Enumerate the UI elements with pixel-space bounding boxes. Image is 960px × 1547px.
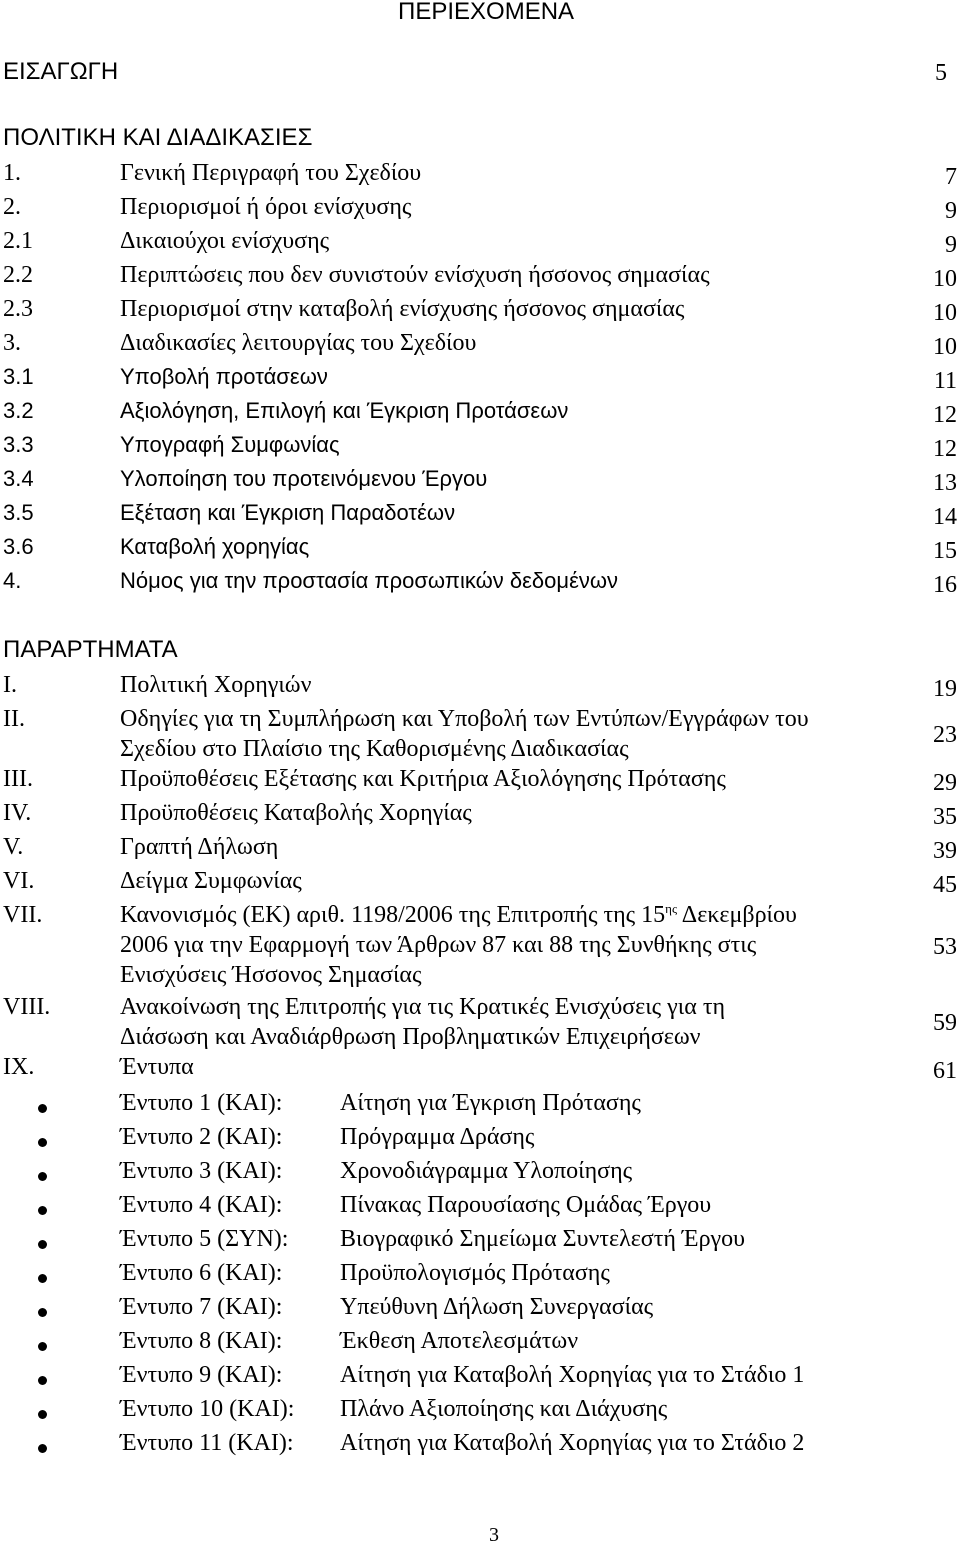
bullet-icon [38,1240,47,1249]
annex-item-number: III. [3,766,33,792]
policy-item-page: 9 [945,198,957,224]
annex-item-page: 59 [933,1010,957,1036]
bullet-icon [38,1376,47,1385]
form-description: Πλάνο Αξιοποίησης και Διάχυσης [340,1396,668,1422]
bullet-icon [38,1308,47,1317]
annex-item-line: Γραπτή Δήλωση [120,834,279,860]
bullet-icon [38,1206,47,1215]
policy-item-number: 3.4 [3,466,34,491]
annex-item-number: IX. [3,1054,35,1080]
bullet-icon [38,1138,47,1147]
policy-item-text: Περιορισμοί ή όροι ενίσχυσης [120,194,412,220]
annex-item-line: Προϋποθέσεις Εξέτασης και Κριτήρια Αξιολόγησης Πρότασης [120,766,726,792]
policy-item-text: Αξιολόγηση, Επιλογή και Έγκριση Προτάσεων [120,398,569,423]
form-description: Πίνακας Παρουσίασης Ομάδας Έργου [340,1192,712,1218]
annex-item-number: IV. [3,800,32,826]
policy-item-page: 16 [933,572,957,598]
policy-item-text: Διαδικασίες λειτουργίας του Σχεδίου [120,330,477,356]
policy-item-page: 13 [933,470,957,496]
annex-item-number: I. [3,672,17,698]
ordinal-superscript: ης [665,901,678,916]
annex-item-page: 29 [933,770,957,796]
bullet-icon [38,1172,47,1181]
annex-item-text: Δεκεμβρίου [677,902,797,928]
form-code: Έντυπο 3 (ΚΑΙ): [120,1158,283,1184]
form-code: Έντυπο 2 (ΚΑΙ): [120,1124,283,1150]
annex-item-page: 39 [933,838,957,864]
policy-item-number: 3. [3,330,21,356]
annex-item-page: 61 [933,1058,957,1084]
policy-item-number: 4. [3,568,22,593]
policy-item-text: Υπογραφή Συμφωνίας [120,432,340,457]
annex-item-line: Διάσωση και Αναδιάρθρωση Προβληματικών Επιχειρήσεων [120,1024,701,1050]
form-code: Έντυπο 9 (ΚΑΙ): [120,1362,283,1388]
policy-item-page: 10 [933,334,957,360]
form-description: Προϋπολογισμός Πρότασης [340,1260,610,1286]
annex-item-line: Δείγμα Συμφωνίας [120,868,302,894]
policy-item-number: 2.2 [3,262,33,288]
annex-item-page: 35 [933,804,957,830]
policy-item-number: 2.3 [3,296,33,322]
form-description: Αίτηση για Καταβολή Χορηγίας για το Στάδιο 2 [340,1430,805,1456]
policy-item-number: 2.1 [3,228,33,254]
annex-item-page: 23 [933,722,957,748]
policy-item-page: 10 [933,300,957,326]
form-description: Βιογραφικό Σημείωμα Συντελεστή Έργου [340,1226,746,1252]
annex-item-line: Έντυπα [120,1054,194,1080]
annex-item-number: VI. [3,868,35,894]
policy-item-page: 10 [933,266,957,292]
bullet-icon [38,1444,47,1453]
policy-item-page: 7 [945,164,957,190]
annex-item-page: 19 [933,676,957,702]
annex-item-line: 2006 για την Εφαρμογή των Άρθρων 87 και 88 της Συνθήκης στις [120,932,757,958]
annex-item-text: Κανονισμός (ΕΚ) αριθ. 1198/2006 της Επιτροπής της 15 [120,902,666,928]
annex-item-number: VIII. [3,994,51,1020]
bullet-icon [38,1410,47,1419]
page-number: 3 [489,1524,499,1546]
bullet-icon [38,1104,47,1113]
policy-item-text: Νόμος για την προστασία προσωπικών δεδομένων [120,568,619,593]
form-description: Πρόγραμμα Δράσης [340,1124,535,1150]
policy-item-text: Καταβολή χορηγίας [120,534,310,559]
form-code: Έντυπο 5 (ΣΥΝ): [120,1226,289,1252]
bullet-icon [38,1274,47,1283]
policy-item-page: 14 [933,504,957,530]
intro-label: ΕΙΣΑΓΩΓΗ [3,58,119,85]
form-description: Χρονοδιάγραμμα Υλοποίησης [340,1158,633,1184]
form-code: Έντυπο 8 (ΚΑΙ): [120,1328,283,1354]
form-description: Υπεύθυνη Δήλωση Συνεργασίας [340,1294,654,1320]
annex-item-line: Σχεδίου στο Πλαίσιο της Καθορισμένης Διαδικασίας [120,736,629,762]
annex-item-number: V. [3,834,24,860]
policy-item-page: 15 [933,538,957,564]
form-code: Έντυπο 7 (ΚΑΙ): [120,1294,283,1320]
form-code: Έντυπο 1 (ΚΑΙ): [120,1090,283,1116]
policy-item-number: 1. [3,160,21,186]
policy-item-text: Υποβολή προτάσεων [120,364,328,389]
annex-item-line: Ενισχύσεις Ήσσονος Σημασίας [120,962,422,988]
policy-item-number: 3.1 [3,364,34,389]
annex-item-line: Οδηγίες για τη Συμπλήρωση και Υποβολή των Εντύπων/Εγγράφων του [120,706,809,732]
policy-item-number: 2. [3,194,21,220]
policy-item-page: 9 [945,232,957,258]
annex-item-line: Προϋποθέσεις Καταβολής Χορηγίας [120,800,472,826]
policy-heading: ΠΟΛΙΤΙΚΗ ΚΑΙ ΔΙΑΔΙΚΑΣΙΕΣ [3,124,313,151]
policy-item-text: Περιπτώσεις που δεν συνιστούν ενίσχυση ήσσονος σημασίας [120,262,710,288]
form-code: Έντυπο 4 (ΚΑΙ): [120,1192,283,1218]
policy-item-page: 11 [933,368,957,394]
policy-item-number: 3.3 [3,432,34,457]
form-description: Αίτηση για Έγκριση Πρότασης [340,1090,641,1116]
form-code: Έντυπο 11 (ΚΑΙ): [120,1430,294,1456]
annex-item-line [120,902,797,929]
bullet-icon [38,1342,47,1351]
annex-item-page: 53 [933,934,957,960]
intro-page: 5 [935,60,947,86]
form-description: Αίτηση για Καταβολή Χορηγίας για το Στάδιο 1 [340,1362,805,1388]
form-code: Έντυπο 6 (ΚΑΙ): [120,1260,283,1286]
policy-item-text: Εξέταση και Έγκριση Παραδοτέων [120,500,456,525]
annex-item-line: Ανακοίνωση της Επιτροπής για τις Κρατικές Ενισχύσεις για τη [120,994,726,1020]
policy-item-page: 12 [933,402,957,428]
policy-item-text: Υλοποίηση του προτεινόμενου Έργου [120,466,488,491]
policy-item-text: Περιορισμοί στην καταβολή ενίσχυσης ήσσονος σημασίας [120,296,685,322]
annex-item-number: VII. [3,902,43,928]
annex-item-line: Πολιτική Χορηγιών [120,672,312,698]
annex-item-number: II. [3,706,25,732]
annex-heading: ΠΑΡΑΡΤΗΜΑΤΑ [3,636,178,663]
page-title: ΠΕΡΙΕΧΟΜΕΝΑ [398,0,575,25]
annex-item-page: 45 [933,872,957,898]
policy-item-page: 12 [933,436,957,462]
policy-item-number: 3.5 [3,500,34,525]
policy-item-number: 3.6 [3,534,34,559]
policy-item-text: Γενική Περιγραφή του Σχεδίου [120,160,422,186]
form-code: Έντυπο 10 (ΚΑΙ): [120,1396,295,1422]
form-description: Έκθεση Αποτελεσμάτων [340,1328,579,1354]
policy-item-number: 3.2 [3,398,34,423]
policy-item-text: Δικαιούχοι ενίσχυσης [120,228,330,254]
